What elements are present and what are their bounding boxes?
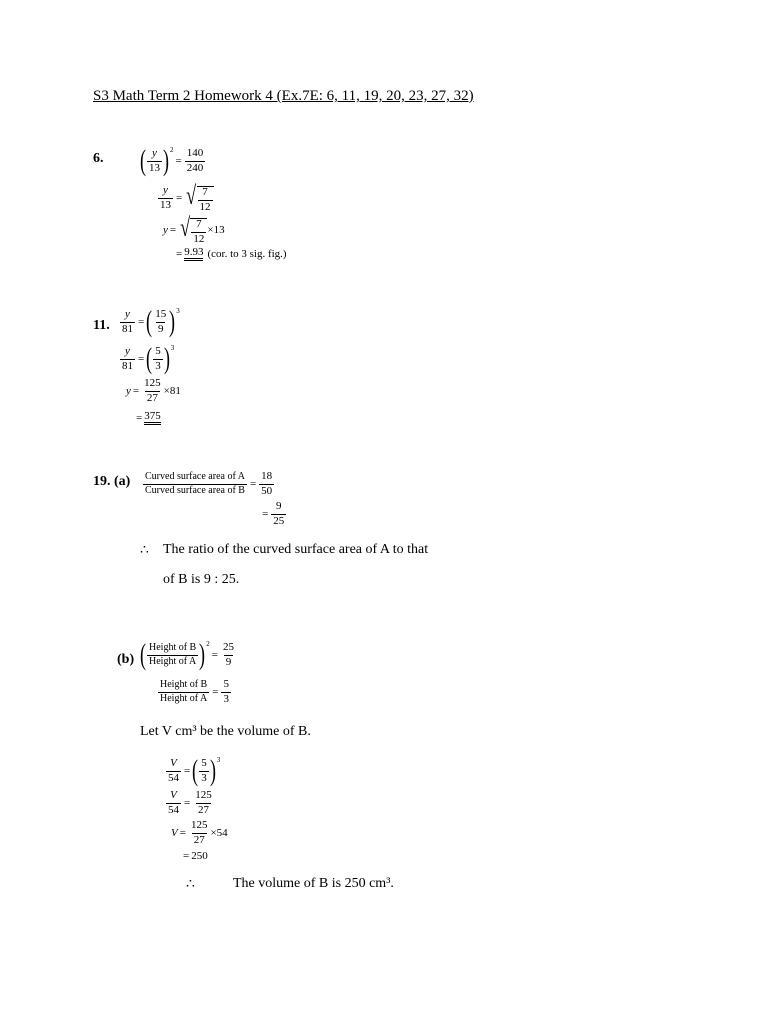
- fraction: $\frac{y}{13}$: [160, 184, 171, 211]
- q19b-let-statement: Let V cm³ be the volume of B.: [140, 724, 311, 739]
- page-title: S3 Math Term 2 Homework 4 (Ex.7E: 6, 11, 19, 20, 23, 27, 32): [93, 88, 474, 104]
- q11-answer-line: = 375: [136, 410, 161, 424]
- q19a-line-1: $\frac{\text{Curved surface area of A}}{\text{Curved surface area of B}}$ = $\frac{18}{50}$: [145, 470, 273, 497]
- q19a-conclusion-line-2: of B is 9 : 25.: [163, 572, 240, 587]
- fraction: $\frac{140}{240}$: [186, 146, 204, 174]
- therefore-symbol: ∴: [186, 877, 195, 892]
- q19b-line-4: $\frac{V}{54}$ = $\frac{125}{27}$: [168, 789, 212, 816]
- q11-line-1: $\frac{y}{81}$ = ( $\frac{15}{9}$ ) 3: [122, 305, 180, 338]
- q19b-answer: 250: [191, 850, 208, 862]
- q19b-line-2: $\frac{\text{Height of B}}{\text{Height of A}}$ = $\frac{5}{3}$: [160, 678, 229, 705]
- q11-line-2: $\frac{y}{81}$ = ( $\frac{5}{3}$ ) 3: [122, 342, 175, 375]
- therefore-symbol: ∴: [140, 543, 149, 558]
- q19b-answer-line: = 250: [183, 850, 208, 862]
- q19b-conclusion: The volume of B is 250 cm³.: [233, 876, 394, 891]
- q6-line-1: ( $\frac{y}{13}$ ) 2 = $\frac{140}{240}$: [140, 144, 204, 177]
- q6-line-2: $\frac{y}{13}$ = √ $\frac{7}{12}$: [157, 183, 214, 213]
- question-11-label: 11.: [93, 318, 110, 333]
- q19a-line-2: = $\frac{9}{25}$: [262, 500, 285, 527]
- question-19a-label: 19. (a): [93, 474, 131, 489]
- fraction: $\frac{y}{13}$: [149, 146, 160, 174]
- q19b-line-3: $\frac{V}{54}$ = ( $\frac{5}{3}$ ) 3: [168, 754, 221, 787]
- q6-answer: 9.93: [184, 246, 203, 261]
- q11-line-3: y = $\frac{125}{27}$ ×81: [126, 377, 181, 404]
- q11-answer: 375: [144, 410, 161, 425]
- q19b-line-5: V = $\frac{125}{27}$ ×54: [171, 819, 228, 846]
- q19a-conclusion-line-1: The ratio of the curved surface area of A to that: [163, 542, 429, 557]
- fraction: $\frac{\text{Curved surface area of A}}{\text{Curved surface area of B}}$: [145, 471, 245, 496]
- square-root: √ $\frac{7}{12}$: [184, 183, 213, 213]
- square-root: √ $\frac{7}{12}$: [178, 215, 207, 245]
- q6-answer-line: = 9.93 (cor. to 3 sig. fig.): [176, 246, 287, 260]
- q6-line-3: y = √ $\frac{7}{12}$ ×13: [163, 213, 225, 245]
- q19b-line-1: ( $\frac{\text{Height of B}}{\text{Height of A}}$ ) 2 = $\frac{25}{9}$: [140, 638, 234, 671]
- question-6-label: 6.: [93, 151, 104, 166]
- question-19b-label: (b): [117, 652, 135, 667]
